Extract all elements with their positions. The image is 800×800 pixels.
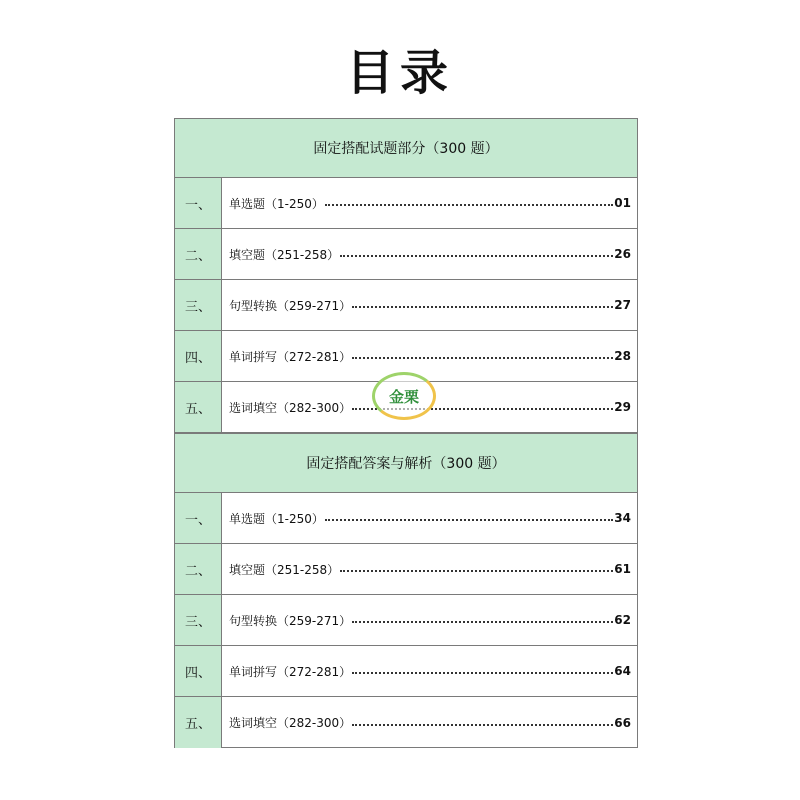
leader-dots	[352, 724, 613, 726]
toc-row[interactable]	[175, 229, 637, 280]
row-page: 64	[614, 664, 631, 678]
leader-dots	[352, 306, 613, 308]
row-number: 三、	[175, 280, 222, 330]
row-page: 26	[614, 247, 631, 261]
leader-dots	[325, 204, 613, 206]
watermark-text: 金栗	[388, 387, 419, 406]
row-page: 27	[614, 298, 631, 312]
leader-dots	[352, 357, 613, 359]
row-label: 单选题（1-250）	[229, 196, 324, 211]
toc-row[interactable]	[175, 595, 637, 646]
toc-row[interactable]	[175, 697, 637, 748]
toc-table	[174, 118, 638, 748]
row-label: 选词填空（282-300）	[229, 716, 352, 730]
toc-row[interactable]	[175, 178, 637, 229]
row-label: 单选题（1-250）	[229, 511, 324, 526]
row-number: 五、	[175, 697, 222, 748]
row-label: 单词拼写（272-281）	[229, 664, 352, 679]
section-header: 固定搭配试题部分（300 题）	[175, 119, 637, 178]
row-page: 62	[614, 613, 631, 627]
watermark-logo-icon	[372, 372, 436, 420]
page-title: 目录	[345, 45, 454, 101]
leader-dots	[325, 519, 613, 521]
row-number: 一、	[175, 493, 222, 543]
toc-row[interactable]	[175, 280, 637, 331]
row-page: 29	[614, 400, 631, 414]
row-page: 01	[614, 196, 631, 210]
row-number: 二、	[175, 229, 222, 279]
leader-dots	[340, 570, 613, 572]
row-label: 单词拼写（272-281）	[229, 349, 352, 364]
leader-dots	[340, 255, 613, 257]
row-number: 四、	[175, 331, 222, 381]
row-number: 四、	[175, 646, 222, 696]
row-page: 34	[614, 511, 631, 525]
row-page: 61	[614, 562, 631, 576]
section-header: 固定搭配答案与解析（300 题）	[175, 433, 637, 493]
toc-row[interactable]	[175, 544, 637, 595]
leader-dots	[352, 621, 613, 623]
row-label: 句型转换（259-271）	[229, 613, 352, 628]
leader-dots	[352, 672, 613, 674]
row-number: 一、	[175, 178, 222, 228]
row-label: 句型转换（259-271）	[229, 298, 352, 313]
row-label: 选词填空（282-300）	[229, 400, 352, 415]
row-number: 二、	[175, 544, 222, 594]
row-number: 三、	[175, 595, 222, 645]
row-page: 66	[614, 715, 631, 730]
toc-row[interactable]	[175, 493, 637, 544]
row-label: 填空题（251-258）	[229, 562, 340, 577]
toc-row[interactable]	[175, 646, 637, 697]
row-number: 五、	[175, 382, 222, 432]
row-page: 28	[614, 349, 631, 363]
row-label: 填空题（251-258）	[229, 247, 340, 262]
